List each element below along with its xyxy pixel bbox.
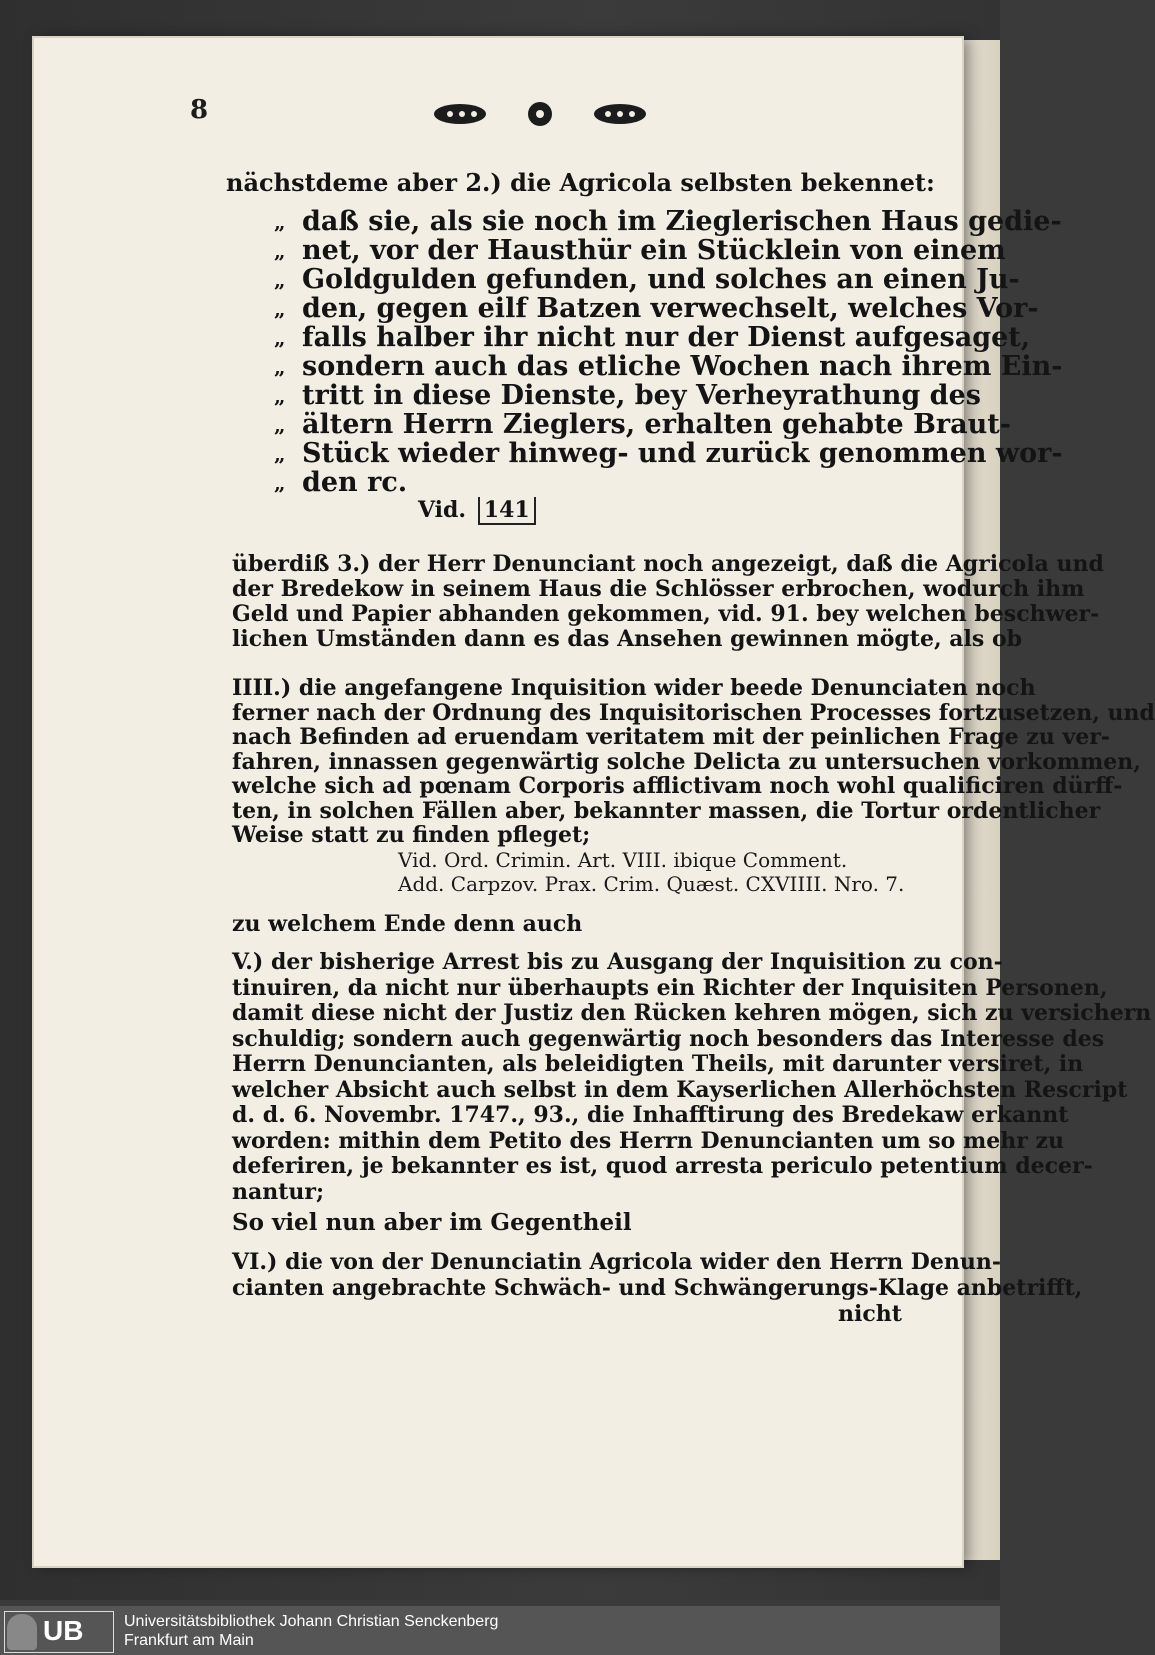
para5-line [232,1103,1068,1128]
line-text: worden: mithin dem Petito des Herrn Denuncianten um so mehr zu [232,1127,1065,1154]
quote-mark: „ [274,239,286,263]
para4-line [232,823,590,848]
quote_lines-line [274,467,408,499]
line-text: d. d. 6. Novembr. 1747., 93., die Inhafftirung des Bredekaw erkannt [232,1102,1069,1128]
para6-line [232,1250,1001,1275]
quote-mark: „ [274,471,286,495]
quote_lines-line [274,293,1039,325]
para5-line [232,1180,324,1205]
line-text: überdiß 3.) der Herr Denunciant noch angezeigt, daß die Agricola und [232,551,1104,577]
para5-line [232,950,1003,975]
vid-number: 141 [478,497,536,525]
line-text: deferiren, je bekannter es ist, quod arresta periculo petentium decer- [232,1153,1093,1179]
para4-line [232,750,1141,775]
portrait-icon [7,1614,37,1650]
para5-line [232,1129,1064,1154]
intro-line: nächstdeme aber 2.) die Agricola selbsten bekennet: [226,168,935,197]
line-text: tinuiren, da nicht nur überhaupts ein Richter der Inquisiten Personen, [232,974,1108,1001]
ornament-icon [420,94,660,134]
line-text: der Bredekow in seinem Haus die Schlösser erbrochen, wodurch ihm [232,576,1085,602]
line-text: Goldgulden gefunden, und solches an einen Ju- [302,264,1020,295]
page-number: 8 [190,95,209,125]
line-text: Stück wieder hinweg- und zurück genommen wor- [302,438,1063,469]
para6-line [232,1276,1082,1301]
line-text: ältern Herrn Zieglers, erhalten gehabte Braut- [302,409,1011,440]
para5-line [232,1052,1083,1077]
line-text: ten, in solchen Fällen aber, bekannter massen, die Tortur ordentlicher [232,797,1101,824]
quote-mark: „ [274,442,286,466]
quote-mark: „ [274,413,286,437]
line-text: tritt in diese Dienste, bey Verheyrathung des [302,380,981,411]
so-viel-line: So viel nun aber im Gegentheil [232,1209,632,1236]
line-text: nantur; [232,1178,325,1205]
line-text: IIII.) die angefangene Inquisition wider beede Denunciaten noch [232,675,1036,701]
quote-mark: „ [274,210,286,234]
logo-text: UB [43,1615,84,1646]
line-text: sondern auch das etliche Wochen nach ihrem Ein- [302,351,1063,382]
quote_lines-line [274,380,981,412]
quote-mark: „ [274,355,286,379]
line-text: lichen Umständen dann es das Ansehen gewinnen mögte, als ob [232,626,1023,652]
quote_lines-line [274,264,1020,296]
reference-2: Add. Carpzov. Prax. Crim. Quæst. CXVIIII. Nro. 7. [398,872,905,896]
line-text: cianten angebrachte Schwäch- und Schwängerungs-Klage anbetrifft, [232,1275,1083,1301]
quote_lines-line [274,235,1006,267]
zu-welchem-line: zu welchem Ende denn auch [232,911,583,937]
para5-line [232,1078,1127,1103]
line-text: V.) der bisherige Arrest bis zu Ausgang der Inquisition zu con- [232,949,1003,975]
line-text: Weise statt zu finden pfleget; [232,822,591,848]
quote_lines-line [274,322,1031,354]
line-text: VI.) die von der Denunciatin Agricola wider den Herrn Denun- [232,1249,1001,1275]
line-text: welche sich ad pœnam Corporis afflictivam noch wohl qualificiren dürff- [232,773,1123,799]
quote-mark: „ [274,384,286,408]
vid-label: Vid. [418,497,467,523]
para5-line [232,976,1108,1001]
line-text: fahren, innassen gegenwärtig solche Delicta zu untersuchen vorkommen, [232,748,1141,775]
reference-1: Vid. Ord. Crimin. Art. VIII. ibique Comment. [398,848,848,872]
line-text: daß sie, als sie noch im Zieglerischen Haus gedie- [302,206,1062,237]
line-text: net, vor der Hausthür ein Stücklein von einem [302,235,1006,266]
line-text: falls halber ihr nicht nur der Dienst aufgesaget, [302,322,1031,353]
footer-text [124,1612,498,1650]
library-logo [4,1611,114,1653]
para4-line [232,725,1110,750]
footer-line-2: Frankfurt am Main [124,1632,254,1649]
footer-line-1: Universitätsbibliothek Johann Christian Senckenberg [124,1613,499,1630]
line-text: damit diese nicht der Justiz den Rücken kehren mögen, sich zu versichern [232,1000,1152,1026]
para5-line [232,1154,1093,1179]
para4-line [232,701,1155,726]
para4-line [232,774,1122,799]
quote-mark: „ [274,326,286,350]
para5-line [232,1027,1104,1052]
line-text: Herrn Denuncianten, als beleidigten Theils, mit darunter versiret, in [232,1051,1084,1077]
line-text: schuldig; sondern auch gegenwärtig noch besonders das Interesse des [232,1025,1105,1052]
line-text: Geld und Papier abhanden gekommen, vid. 91. bey welchen beschwer- [232,601,1100,627]
para3-line [232,552,1104,577]
line-text: den, gegen eilf Batzen verwechselt, welches Vor- [302,293,1039,324]
line-text: ferner nach der Ordnung des Inquisitorischen Processes fortzusetzen, und [232,699,1155,726]
line-text: nach Befinden ad eruendam veritatem mit der peinlichen Frage zu ver- [232,724,1110,750]
para3-line [232,577,1084,602]
quote-mark: „ [274,297,286,321]
quote_lines-line [274,438,1063,470]
catchword: nicht [838,1301,902,1327]
line-text: den rc. [302,467,408,498]
library-footer [0,1606,1000,1655]
para4-line [232,799,1100,824]
para5-line [232,1001,1151,1026]
quote-mark: „ [274,268,286,292]
vid-reference [418,497,536,523]
quote_lines-line [274,409,1011,441]
quote_lines-line [274,206,1062,238]
para3-line [232,602,1099,627]
line-text: welcher Absicht auch selbst in dem Kayserlichen Allerhöchsten Rescript [232,1076,1128,1103]
para3-line [232,627,1022,652]
para4-line [232,676,1036,701]
quote_lines-line [274,351,1063,383]
